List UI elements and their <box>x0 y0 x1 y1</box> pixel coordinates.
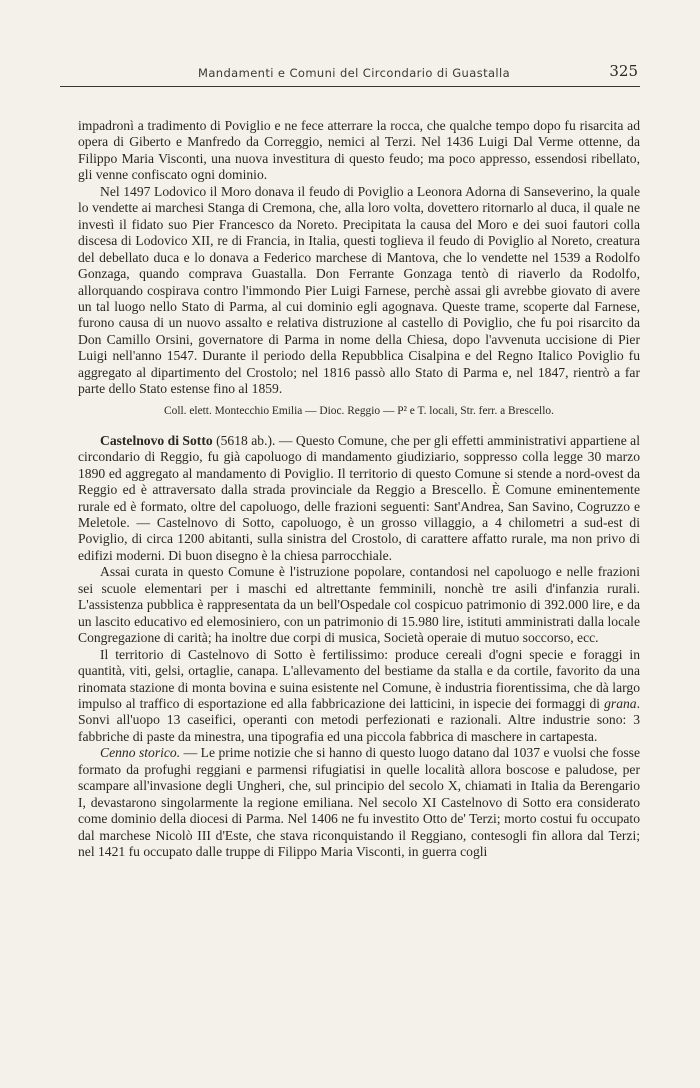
paragraph-cenno-storico <box>78 745 640 860</box>
page-header <box>60 62 640 90</box>
body-text <box>78 118 640 860</box>
territorio-text-a: Il territorio di Castelnovo di Sotto è fertilissimo: produce cereali d'ogni specie e foraggi in quantità, viti, gelsi, ortaglie, canapa. L'allevamento del bestiame da stalla e da cortile, favorito da una rinomata stazione di monta bovina e suina esistente nel Comune, è industria fiorentissima, che dà largo impulso al traffico di esportazione ed alla fabbricazione dei latticini, in ispecie dei formaggi di <box>78 646 640 711</box>
entry-population: (5618 ab.). <box>212 432 276 448</box>
page-number: 325 <box>609 62 638 80</box>
header-rule <box>60 86 640 87</box>
citation-line: Coll. elett. Montecchio Emilia — Dioc. Reggio — P² e T. locali, Str. ferr. a Brescello. <box>164 404 554 417</box>
cenno-storico-text: — Le prime notizie che si hanno di questo luogo datano dal 1037 e vuolsi che fosse formato da profughi reggiani e parmensi rifugiatisi in quelle località allora boscose e paludose, per scampare all'invasione degli Ungheri, che, sul principio del secolo X, chiamati in Italia da Berengario I, devastarono singolarmente la regione emiliana. Nel secolo XI Castelnovo di Sotto era considerato come dominio della diocesi di Parma. Nel 1406 ne fu investito Otto de' Terzi; morto costui fu occupato dal marchese Nicolò III d'Este, che stava riconquistando il Reggiano, contesogli fin allora dal Terzi; nel 1421 fu occupato dalle truppe di Filippo Maria Visconti, in guerra cogli <box>78 745 640 860</box>
entry-text: — Questo Comune, che per gli effetti amministrativi appartiene al circondario di Reggio, fu già capoluogo di mandamento giudiziario, soppresso colla legge 30 marzo 1890 ed aggregato al mandamento di Poviglio. Il territorio di questo Comune si stende a nord-ovest da Reggio ed è attraversato dalla strada provinciale da Reggio a Brescello. È Comune eminentemente rurale ed è formato, oltre del capoluogo, delle frazioni seguenti: Sant'Andrea, San Savino, Cogruzzo e Meletole. — Castelnovo di Sotto, capoluogo, è un grosso villaggio, a 4 chilometri a sud-est di Poviglio, di circa 1200 abitanti, sulla sinistra del Crostolo, di carattere affatto rurale, ma non privo di edifizi moderni. Di buon disegno è la chiesa parrocchiale. <box>78 432 640 563</box>
paragraph-castelnovo-intro <box>78 433 640 565</box>
running-head: Mandamenti e Comuni del Circondario di Guastalla <box>198 66 511 80</box>
territorio-text-b: . Sonvi all'uopo 13 caseifici, operanti con metodi perfezionati e razionali. Altre industrie sono: 3 fabbriche di paste da minestra, una tipografia ed una piccola fabbrica di maschere in cartapesta. <box>78 695 640 744</box>
paragraph-territorio <box>78 647 640 746</box>
paragraph-istruzione: Assai curata in questo Comune è l'istruzione popolare, contandosi nel capoluogo e nelle frazioni sei scuole elementari per i maschi ed altrettante femminili, nonchè tre asili d'infanzia rurali. L'assistenza pubblica è rappresentata da un bell'Ospedale col cospicuo patrimonio di 392.000 lire, e da un lascito educativo ed elemosiniero, con un patrimonio di 15.980 lire, istituti amministrati dalla locale Congregazione di carità; ha inoltre due corpi di musica, Società operaie di mutuo soccorso, ecc. <box>78 564 640 646</box>
entry-title: Castelnovo di Sotto <box>100 432 213 448</box>
grana-italic: grana <box>604 695 637 711</box>
paragraph-continuation: impadronì a tradimento di Poviglio e ne fece atterrare la rocca, che qualche tempo dopo fu risarcita ad opera di Giberto e Manfredo da Correggio, nemici al Terzi. Nel 1436 Luigi Dal Verme ottenne, da Filippo Maria Visconti, una nuova investitura di questo feudo; ma poco appresso, essendosi ribellato, gli venne confiscato ogni dominio. <box>78 118 640 183</box>
paragraph-moro: Nel 1497 Lodovico il Moro donava il feudo di Poviglio a Leonora Adorna di Sanseverino, la quale lo vendette ai marchesi Stanga di Cremona, che, alla loro volta, dovettero ritornarlo al duca, il quale ne investì il fidato suo Pier Francesco da Noreto. Precipitata la causa del Moro e dei suoi fautori colla discesa di Lodovico XII, re di Francia, in Italia, questi toglieva il feudo di Poviglio al Noreto, creatura del debellato duca e lo donava a Federico marchese di Mantova, che lo vendette nel 1539 a Rodolfo Gonzaga, quando comprava Guastalla. Don Ferrante Gonzaga tentò di riaverlo da Rodolfo, allorquando cospirava contro l'immondo Pier Luigi Farnese, perchè assai gli avrebbe giovato di avere un tal luogo nello Stato di Parma, al cui dominio egli agognava. Queste trame, scoperte dal Farnese, furono causa di un nuovo assalto e relativa distruzione al castello di Poviglio, che fu poi risarcito da Don Camillo Orsini, governatore di Parma in nome della Chiesa, dopo l'avvenuta uccisione di Pier Luigi nell'anno 1547. Durante il periodo della Repubblica Cisalpina e del Regno Italico Poviglio fu aggregato al dipartimento del Crostolo; nel 1816 passò allo Stato di Parma e, nel 1847, rientrò a far parte dello Stato estense fino al 1859. <box>78 183 640 397</box>
cenno-storico-label: Cenno storico. <box>100 745 181 761</box>
